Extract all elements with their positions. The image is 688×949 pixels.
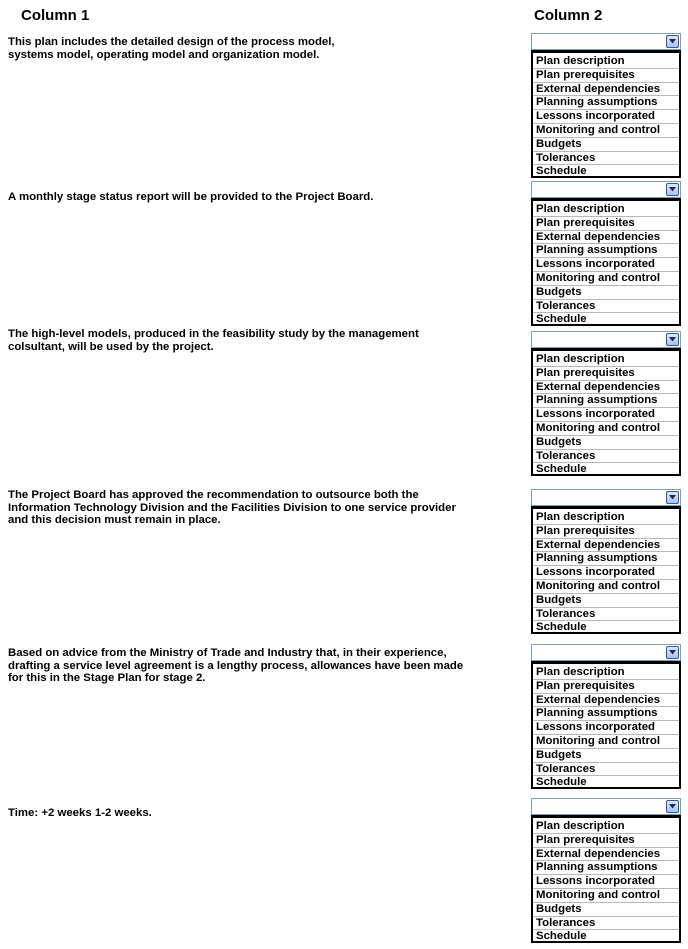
dropdown-option-list (531, 348, 681, 476)
dropdown-option[interactable]: Lessons incorporated (533, 408, 679, 422)
question-text: Time: +2 weeks 1-2 weeks. (8, 807, 152, 819)
column-2-header: Column 2 (534, 7, 603, 24)
dropdown-option[interactable]: Plan description (533, 820, 679, 834)
answer-dropdown[interactable] (531, 489, 681, 506)
dropdown-option[interactable]: Lessons incorporated (533, 566, 679, 580)
question-text: The Project Board has approved the recommendation to outsource both the Information Technology Division and the Facilities Division to one service provider and this decision must remain in place. (8, 489, 456, 527)
dropdown-option[interactable]: Plan description (533, 353, 679, 367)
dropdown-option[interactable]: Budgets (533, 903, 679, 917)
dropdown-option[interactable]: Monitoring and control (533, 124, 679, 138)
dropdown-option[interactable]: External dependencies (533, 694, 679, 708)
dropdown-option[interactable]: Plan prerequisites (533, 834, 679, 848)
question-text: A monthly stage status report will be provided to the Project Board. (8, 191, 374, 203)
answer-dropdown[interactable] (531, 331, 681, 348)
dropdown-arrow-icon[interactable] (666, 183, 679, 196)
dropdown-option[interactable]: Plan description (533, 55, 679, 69)
dropdown-option[interactable]: Tolerances (533, 450, 679, 464)
dropdown-option-list (531, 50, 681, 178)
dropdown-option[interactable]: Lessons incorporated (533, 721, 679, 735)
dropdown-option[interactable]: Schedule (536, 463, 587, 476)
question-text: Based on advice from the Ministry of Trade and Industry that, in their experience, drafting a service level agreement is a lengthy process, allowances have been made for this in the Stage Plan for stage 2. (8, 647, 464, 685)
question-text: The high-level models, produced in the feasibility study by the management colsultant, will be used by the project. (8, 328, 419, 353)
dropdown-option[interactable]: Tolerances (533, 763, 679, 777)
dropdown-arrow-icon[interactable] (666, 333, 679, 346)
dropdown-option[interactable]: Tolerances (533, 152, 679, 166)
dropdown-option[interactable]: Monitoring and control (533, 735, 679, 749)
dropdown-option[interactable]: Planning assumptions (533, 244, 679, 258)
answer-dropdown[interactable] (531, 181, 681, 198)
dropdown-option[interactable]: Budgets (533, 138, 679, 152)
dropdown-option[interactable]: Planning assumptions (533, 707, 679, 721)
question-text: This plan includes the detailed design of the process model, systems model, operating model and organization model. (8, 36, 335, 61)
dropdown-option[interactable]: Schedule (536, 165, 587, 178)
answer-dropdown[interactable] (531, 798, 681, 815)
dropdown-option[interactable]: External dependencies (533, 848, 679, 862)
dropdown-option[interactable]: Plan prerequisites (533, 367, 679, 381)
dropdown-option-list (531, 198, 681, 326)
dropdown-option[interactable]: External dependencies (533, 231, 679, 245)
dropdown-option[interactable]: Lessons incorporated (533, 258, 679, 272)
dropdown-option[interactable]: Plan prerequisites (533, 680, 679, 694)
dropdown-option[interactable]: External dependencies (533, 381, 679, 395)
dropdown-option[interactable]: Budgets (533, 286, 679, 300)
dropdown-option[interactable]: Monitoring and control (533, 422, 679, 436)
dropdown-option-list (531, 661, 681, 789)
dropdown-option[interactable]: Plan description (533, 666, 679, 680)
dropdown-option[interactable]: Plan description (533, 511, 679, 525)
dropdown-option[interactable]: Schedule (536, 621, 587, 634)
column-1-header: Column 1 (21, 7, 90, 24)
dropdown-option[interactable]: Planning assumptions (533, 861, 679, 875)
dropdown-option[interactable]: Schedule (536, 313, 587, 326)
dropdown-option[interactable]: Budgets (533, 436, 679, 450)
dropdown-option[interactable]: Monitoring and control (533, 272, 679, 286)
dropdown-option[interactable]: Planning assumptions (533, 96, 679, 110)
dropdown-option[interactable]: Plan prerequisites (533, 525, 679, 539)
dropdown-option[interactable]: Budgets (533, 749, 679, 763)
dropdown-option[interactable]: Planning assumptions (533, 394, 679, 408)
dropdown-option[interactable]: Tolerances (533, 608, 679, 622)
dropdown-option[interactable]: Tolerances (533, 300, 679, 314)
dropdown-arrow-icon[interactable] (666, 35, 679, 48)
answer-dropdown[interactable] (531, 33, 681, 50)
answer-dropdown[interactable] (531, 644, 681, 661)
dropdown-arrow-icon[interactable] (666, 800, 679, 813)
dropdown-arrow-icon[interactable] (666, 491, 679, 504)
dropdown-option[interactable]: Plan description (533, 203, 679, 217)
dropdown-option[interactable]: External dependencies (533, 539, 679, 553)
dropdown-option-list (531, 506, 681, 634)
dropdown-arrow-icon[interactable] (666, 646, 679, 659)
dropdown-option[interactable]: Lessons incorporated (533, 110, 679, 124)
dropdown-option[interactable]: Schedule (536, 776, 587, 789)
dropdown-option[interactable]: Tolerances (533, 917, 679, 931)
dropdown-option[interactable]: Schedule (536, 930, 587, 943)
dropdown-option[interactable]: Plan prerequisites (533, 69, 679, 83)
dropdown-option[interactable]: Plan prerequisites (533, 217, 679, 231)
dropdown-option-list (531, 815, 681, 943)
dropdown-option[interactable]: Monitoring and control (533, 889, 679, 903)
dropdown-option[interactable]: Planning assumptions (533, 552, 679, 566)
dropdown-option[interactable]: Budgets (533, 594, 679, 608)
dropdown-option[interactable]: Monitoring and control (533, 580, 679, 594)
dropdown-option[interactable]: External dependencies (533, 83, 679, 97)
dropdown-option[interactable]: Lessons incorporated (533, 875, 679, 889)
